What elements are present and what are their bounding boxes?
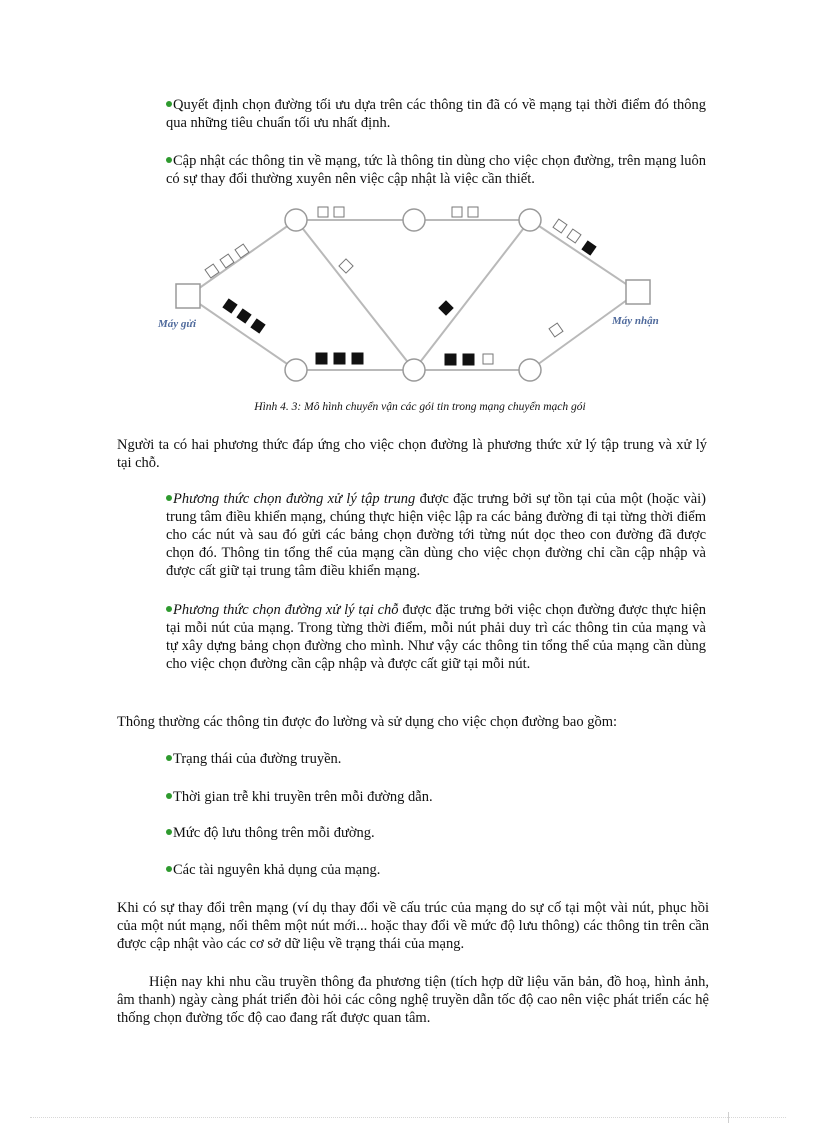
- info-item-text: Các tài nguyên khả dụng của mạng.: [173, 862, 381, 878]
- packet-empty: [483, 354, 493, 364]
- method-distributed-text: được đặc trưng bởi việc chọn đường được thực hiện tại mỗi nút của mạng. Trong từng thời điểm, mỗi nút phải duy trì các thông tin của mạng và tự xây dựng bảng chọn đường cho mình. Như vậy các thông tin tổng thể của mạng cần dùng cho việc chọn đường cần cập nhập và được cất giữ tại mỗi nút.: [166, 602, 707, 672]
- green-bullet-icon: [166, 495, 172, 501]
- packet-empty: [318, 207, 328, 217]
- info-item: [166, 750, 706, 768]
- info-intro: Thông thường các thông tin được đo lường và sử dụng cho việc chọn đường bao gồm:: [117, 714, 618, 730]
- packet-empty: [468, 207, 478, 217]
- router-node-5: [519, 209, 541, 231]
- green-bullet-icon: [166, 606, 172, 612]
- link-sender-n1: [188, 220, 296, 296]
- green-bullet-icon: [166, 157, 172, 163]
- link-n1-n4: [296, 220, 414, 370]
- router-node-3: [403, 209, 425, 231]
- method-centralized-text: được đặc trưng bởi sự tồn tại của một (hoặc vài) trung tâm điều khiển mạng, chúng thực hiện việc lập ra các bảng đường đi tại từng thời điểm cho các nút và sau đó gửi các bảng chọn đường tới từng nút dọc theo con đường đã được chọn đó. Thông tin tổng thể của mạng cần dùng cho việc chọn đường chỉ cần cập nhập và được cất giữ tại trung tâm điều khiển mạng.: [166, 491, 706, 579]
- green-bullet-icon: [166, 829, 172, 835]
- method-centralized-term: Phương thức chọn đường xử lý tập trung: [173, 491, 416, 507]
- packet-filled: [582, 241, 596, 255]
- packet-filled: [439, 301, 453, 315]
- packet-empty: [235, 244, 249, 258]
- link-n4-n5: [414, 220, 530, 370]
- green-bullet-icon: [166, 101, 172, 107]
- packet-empty: [334, 207, 344, 217]
- receiver-label: Máy nhận: [612, 315, 659, 327]
- routing-methods-intro: Người ta có hai phương thức đáp ứng cho việc chọn đường là phương thức xử lý tập trung và xử lý tại chỗ.: [117, 437, 707, 471]
- link-n6-receiver: [530, 292, 638, 370]
- green-bullet-icon: [166, 793, 172, 799]
- packet-filled: [251, 319, 265, 333]
- green-bullet-icon: [166, 866, 172, 872]
- info-item-text: Trạng thái của đường truyền.: [173, 751, 342, 767]
- packet-filled: [334, 353, 345, 364]
- packet-filled: [237, 309, 251, 323]
- method-distributed: [166, 601, 706, 673]
- bullet-update: [166, 152, 706, 188]
- packet-filled: [445, 354, 456, 365]
- link-n5-receiver: [530, 220, 638, 292]
- info-item: [166, 824, 706, 842]
- network-figure: [150, 200, 690, 390]
- packet-empty: [567, 229, 581, 243]
- packets-filled: [223, 241, 596, 365]
- bullet-update-text: Cập nhật các thông tin về mạng, tức là thông tin dùng cho việc chọn đường, trên mạng luôn có sự thay đổi thường xuyên nên việc cập nhật là việc cần thiết.: [166, 153, 706, 187]
- packet-filled: [463, 354, 474, 365]
- green-bullet-icon: [166, 755, 172, 761]
- info-item: [166, 861, 706, 879]
- packet-filled: [316, 353, 327, 364]
- packets: [205, 207, 581, 364]
- packet-filled: [223, 299, 237, 313]
- page-footer-divider: [30, 1117, 786, 1118]
- packet-empty: [452, 207, 462, 217]
- high-speed-routing-paragraph: Hiện nay khi nhu cầu truyền thông đa phương tiện (tích hợp dữ liệu văn bản, đồ hoạ, hình ảnh, âm thanh) ngày càng phát triển đòi hỏi các công nghệ truyền dẫn tốc độ cao nên việc phát triển các hệ thống chọn đường tốc độ cao đang rất được quan tâm.: [117, 974, 709, 1026]
- info-item: [166, 788, 706, 806]
- network-links: [188, 220, 638, 370]
- sender-label: Máy gửi: [158, 318, 197, 330]
- packet-empty: [553, 219, 567, 233]
- method-distributed-term: Phương thức chọn đường xử lý tại chỗ: [173, 602, 399, 618]
- router-node-2: [285, 359, 307, 381]
- packet-filled: [352, 353, 363, 364]
- router-node-4: [403, 359, 425, 381]
- link-sender-n2: [188, 296, 296, 370]
- router-node-1: [285, 209, 307, 231]
- info-item-text: Thời gian trễ khi truyền trên mỗi đường dẫn.: [173, 789, 433, 805]
- sender-host: [176, 284, 200, 308]
- packet-empty: [339, 259, 353, 273]
- packet-empty: [549, 323, 563, 337]
- network-change-paragraph: Khi có sự thay đổi trên mạng (ví dụ thay đổi về cấu trúc của mạng do sự cố tại một vài nút, phục hồi của một nút mạng, nối thêm một nút mới... hoặc thay đổi về mức độ lưu thông) các thông tin trên cần được cập nhật vào các cơ sở dữ liệu về trạng thái của mạng.: [117, 900, 709, 952]
- receiver-host: [626, 280, 650, 304]
- method-centralized: [166, 490, 706, 580]
- info-item-text: Mức độ lưu thông trên mỗi đường.: [173, 825, 375, 841]
- page-footer-tick: [728, 1112, 729, 1123]
- network-diagram: [150, 200, 690, 390]
- router-node-6: [519, 359, 541, 381]
- figure-caption: Hình 4. 3: Mô hình chuyển vận các gói tin trong mạng chuyển mạch gói: [254, 401, 586, 413]
- bullet-decision: [166, 96, 706, 132]
- bullet-decision-text: Quyết định chọn đường tối ưu dựa trên các thông tin đã có về mạng tại thời điểm đó thông qua những tiêu chuẩn tối ưu nhất định.: [166, 97, 706, 131]
